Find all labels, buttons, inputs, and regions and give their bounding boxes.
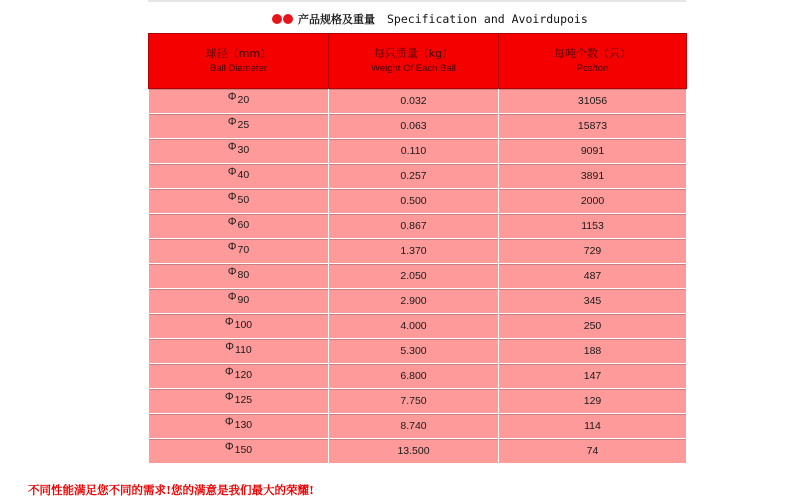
cell-diameter [149, 364, 329, 389]
header-ball-diameter: 球径（mm） Ball Diameter [149, 34, 329, 89]
header-pcs-per-ton: 每吨个数（只） Pcs/ton [499, 34, 687, 89]
cell-diameter [149, 339, 329, 364]
cell-diameter [149, 239, 329, 264]
cell-weight: 0.867 [329, 214, 499, 239]
cell-pcs-per-ton: 345 [499, 289, 687, 314]
diameter-value: 20 [237, 94, 250, 106]
cell-pcs-per-ton: 15873 [499, 114, 687, 139]
phi-symbol: Φ [224, 366, 234, 378]
cell-diameter [149, 314, 329, 339]
cell-weight: 0.032 [329, 89, 499, 114]
red-dots-icon [272, 14, 294, 24]
cell-weight: 5.300 [329, 339, 499, 364]
cell-diameter [149, 214, 329, 239]
title-english: Specification and Avoirdupois [387, 12, 588, 26]
table-row [149, 89, 687, 114]
cell-weight: 8.740 [329, 414, 499, 439]
cell-weight: 4.000 [329, 314, 499, 339]
diameter-value: 110 [235, 344, 252, 356]
table-row [149, 364, 687, 389]
phi-symbol: Φ [227, 266, 237, 278]
cell-pcs-per-ton: 74 [499, 439, 687, 464]
cell-pcs-per-ton: 9091 [499, 139, 687, 164]
phi-symbol: Φ [224, 441, 234, 453]
diameter-value: 25 [237, 119, 250, 131]
cell-diameter [149, 389, 329, 414]
diameter-value: 100 [234, 319, 253, 331]
cell-pcs-per-ton: 129 [499, 389, 687, 414]
footer-slogan: 不同性能满足您不同的需求!您的满意是我们最大的荣耀! [28, 483, 315, 497]
cell-diameter [149, 414, 329, 439]
cell-weight: 0.500 [329, 189, 499, 214]
phi-symbol: Φ [227, 166, 237, 178]
cell-pcs-per-ton: 114 [499, 414, 687, 439]
cell-diameter [149, 164, 329, 189]
diameter-value: 40 [237, 169, 250, 181]
cell-diameter [149, 189, 329, 214]
cell-pcs-per-ton: 188 [499, 339, 687, 364]
diameter-value: 125 [234, 394, 253, 406]
table-row [149, 289, 687, 314]
specification-table [148, 33, 687, 464]
cell-weight: 0.063 [329, 114, 499, 139]
cell-diameter [149, 139, 329, 164]
phi-symbol: Φ [227, 116, 237, 128]
cell-pcs-per-ton: 250 [499, 314, 687, 339]
cell-diameter [149, 439, 329, 464]
cell-weight: 2.900 [329, 289, 499, 314]
diameter-value: 120 [234, 369, 253, 381]
table-row [149, 264, 687, 289]
diameter-value: 130 [234, 419, 253, 431]
top-divider [148, 0, 686, 2]
table-row [149, 114, 687, 139]
diameter-value: 70 [237, 244, 250, 256]
cell-weight: 7.750 [329, 389, 499, 414]
phi-symbol: Φ [224, 316, 234, 328]
diameter-value: 50 [237, 194, 250, 206]
diameter-value: 80 [237, 269, 250, 281]
cell-weight: 1.370 [329, 239, 499, 264]
table-row [149, 139, 687, 164]
phi-symbol: Φ [227, 216, 237, 228]
phi-symbol: Φ [227, 91, 237, 103]
table-row [149, 189, 687, 214]
cell-pcs-per-ton: 487 [499, 264, 687, 289]
cell-weight: 0.257 [329, 164, 499, 189]
cell-pcs-per-ton: 1153 [499, 214, 687, 239]
cell-diameter [149, 114, 329, 139]
table-row [149, 239, 687, 264]
diameter-value: 150 [234, 444, 253, 456]
cell-weight: 13.500 [329, 439, 499, 464]
table-row [149, 439, 687, 464]
cell-pcs-per-ton: 729 [499, 239, 687, 264]
phi-symbol: Φ [224, 416, 234, 428]
cell-weight: 6.800 [329, 364, 499, 389]
table-row [149, 214, 687, 239]
header-weight-each-ball: 每只质量（kg） Weight Of Each Ball [329, 34, 499, 89]
phi-symbol: Φ [224, 391, 234, 403]
phi-symbol: Φ [227, 191, 237, 203]
title-chinese: 产品规格及重量 [298, 13, 375, 26]
cell-pcs-per-ton: 147 [499, 364, 687, 389]
cell-pcs-per-ton: 3891 [499, 164, 687, 189]
diameter-value: 30 [237, 144, 250, 156]
phi-symbol: Φ [227, 241, 237, 253]
table-row [149, 164, 687, 189]
cell-weight: 0.110 [329, 139, 499, 164]
cell-weight: 2.050 [329, 264, 499, 289]
table-header-row [149, 34, 687, 89]
phi-symbol: Φ [227, 141, 237, 153]
table-row [149, 414, 687, 439]
table-row [149, 314, 687, 339]
cell-pcs-per-ton: 31056 [499, 89, 687, 114]
diameter-value: 90 [237, 294, 250, 306]
phi-symbol: Φ [225, 341, 235, 353]
cell-diameter [149, 289, 329, 314]
table-row [149, 339, 687, 364]
section-title [272, 10, 588, 28]
cell-diameter [149, 89, 329, 114]
diameter-value: 60 [237, 219, 250, 231]
cell-diameter [149, 264, 329, 289]
cell-pcs-per-ton: 2000 [499, 189, 687, 214]
table-row [149, 389, 687, 414]
phi-symbol: Φ [227, 291, 237, 303]
